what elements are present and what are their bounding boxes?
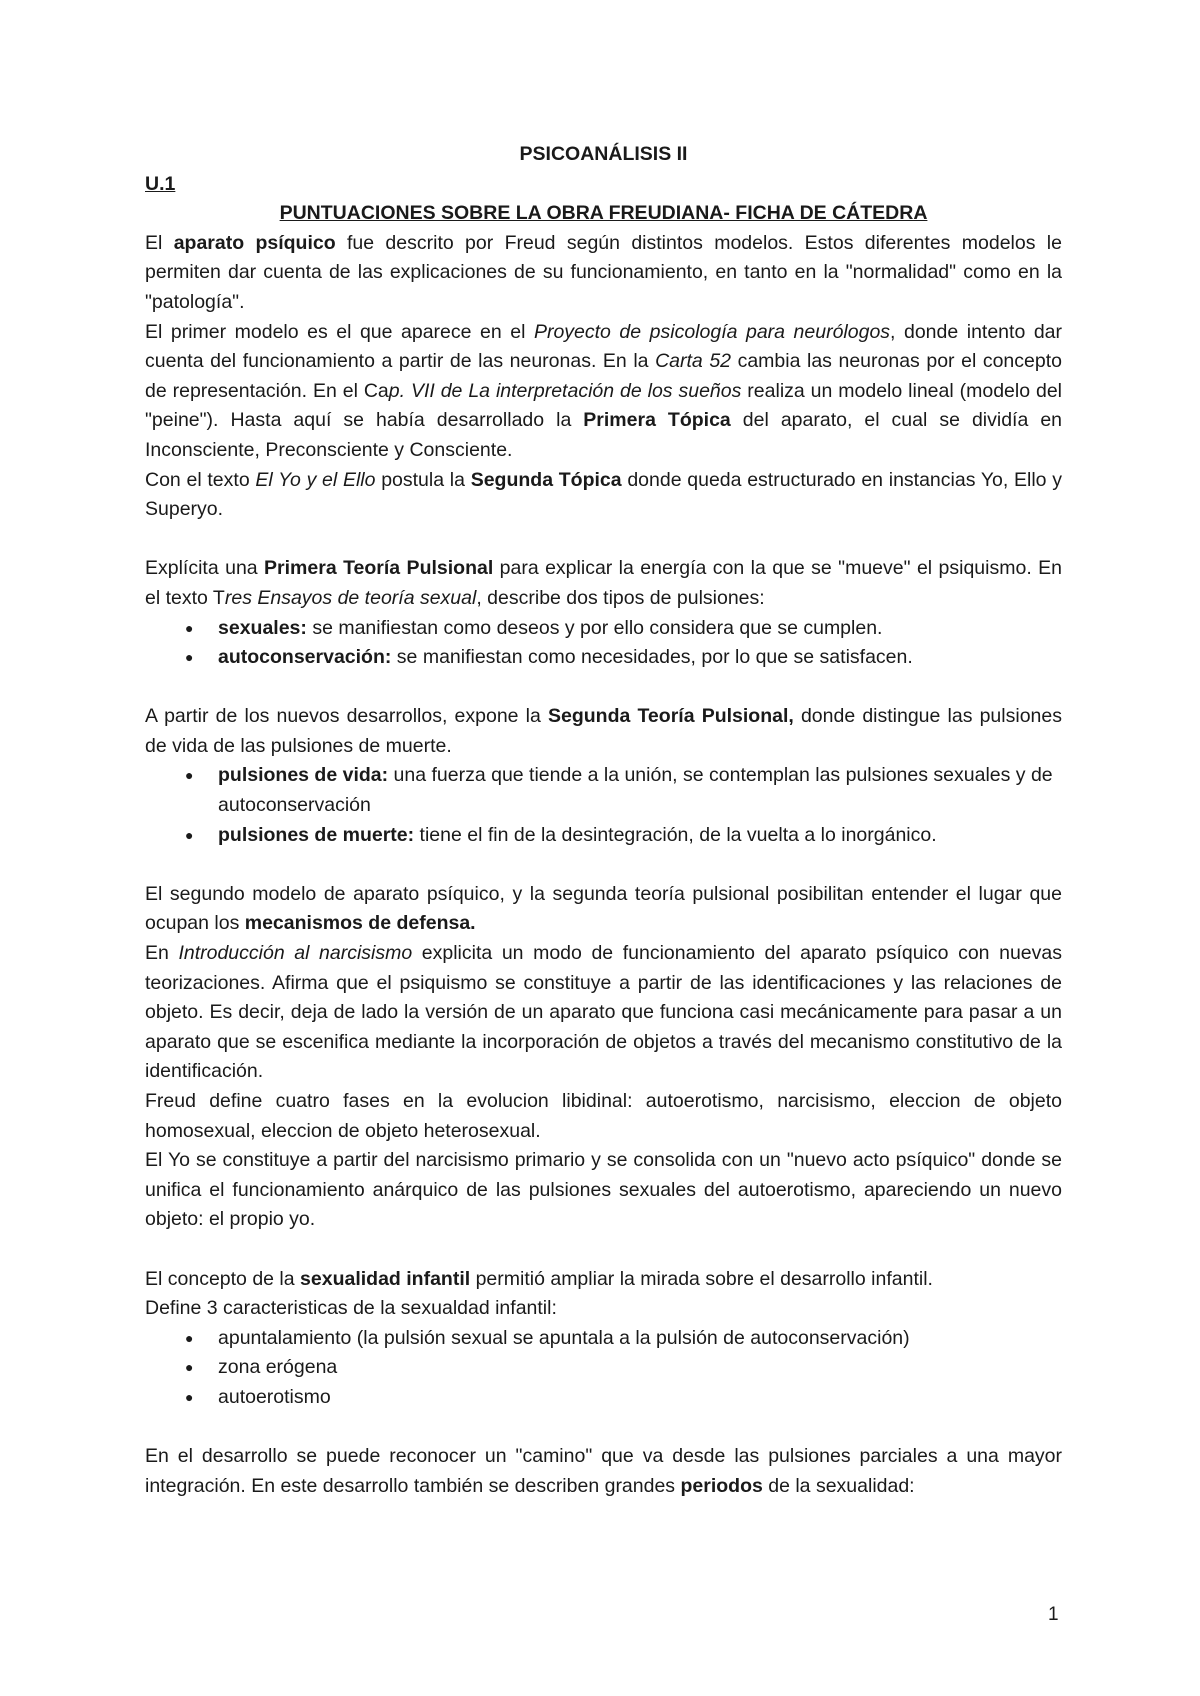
paragraph-gap [145,1235,1062,1265]
paragraph-gap [145,1413,1062,1443]
paragraph-sexualidad-infantil: El concepto de la sexualidad infantil permitió ampliar la mirada sobre el desarrollo infantil. [145,1267,933,1290]
paragraph-caracteristicas: Define 3 caracteristicas de la sexualdad infantil: [145,1297,557,1320]
paragraph-primer-modelo: El primer modelo es el que aparece en el Proyecto de psicología para neurólogos, donde intento dar cuenta del funcionamiento a partir de las neuronas. En la Carta 52 cambia las neuronas por el concepto de representación. En el Cap. VII de La interpretación de los sueños realiza un modelo lineal (modelo del "peine"). Hasta aquí se había desarrollado la Primera Tópica del aparato, el cual se dividía en Inconsciente, Preconsciente y Consciente. [145,320,1063,461]
paragraph-gap [145,525,1062,555]
paragraph-yo-narcisismo: El Yo se constituye a partir del narcisismo primario y se consolida con un "nuevo acto psíquico" donde se unifica el funcionamiento anárquico de las pulsiones sexuales del autoerotismo, apareciendo un nuevo objeto: el propio yo. [145,1149,1062,1231]
bullet-icon: ● [185,619,194,636]
list-pulsiones-segunda [145,761,1062,850]
unit-heading: U.1 [145,172,176,195]
document-page [145,140,1062,1501]
list-item: ● pulsiones de vida: una fuerza que tiende a la unión, se contemplan las pulsiones sexuales y de autoconservación [145,761,1062,820]
paragraph-segunda-topica: Con el texto El Yo y el Ello postula la Segunda Tópica donde queda estructurado en instancias Yo, Ello y Superyo. [145,468,1062,521]
paragraph-aparato-psiquico: El aparato psíquico fue descrito por Freud según distintos modelos. Estos diferentes modelos le permiten dar cuenta de las explicaciones de su funcionamiento, en tanto en la "normalidad" como en la "patología". [145,231,1062,313]
list-item: ● zona erógena [145,1353,1062,1383]
bullet-icon: ● [185,1329,194,1346]
list-item: ● pulsiones de muerte: tiene el fin de la desintegración, de la vuelta a lo inorgánico. [145,821,1062,851]
list-pulsiones-primera [145,614,1062,673]
paragraph-fases-libidinales: Freud define cuatro fases en la evolucion libidinal: autoerotismo, narcisismo, eleccion de objeto homosexual, eleccion de objeto heterosexual. [145,1090,1062,1142]
list-item: ● apuntalamiento (la pulsión sexual se apuntala a la pulsión de autoconservación) [145,1324,1062,1354]
page-number: 1 [1048,1604,1059,1625]
section-subtitle: PUNTUACIONES SOBRE LA OBRA FREUDIANA- FICHA DE CÁTEDRA [279,202,928,225]
bullet-icon: ● [185,826,194,843]
paragraph-mecanismos-defensa: El segundo modelo de aparato psíquico, y la segunda teoría pulsional posibilitan entender el lugar que ocupan los mecanismos de defensa. [145,882,1062,935]
list-caracteristicas [145,1324,1062,1413]
list-item: ● sexuales: se manifiestan como deseos y por ello considera que se cumplen. [145,614,1062,644]
paragraph-segunda-teoria: A partir de los nuevos desarrollos, expone la Segunda Teoría Pulsional, donde distingue las pulsiones de vida de las pulsiones de muerte. [145,705,1062,757]
bullet-icon: ● [185,767,194,784]
paragraph-gap [145,673,1062,703]
paragraph-periodos: En el desarrollo se puede reconocer un "camino" que va desde las pulsiones parciales a una mayor integración. En este desarrollo también se describen grandes periodos de la sexualidad: [145,1445,1062,1497]
bullet-icon: ● [185,1359,194,1376]
bullet-icon: ● [185,649,194,666]
paragraph-gap [145,850,1062,880]
bullet-icon: ● [185,1388,194,1405]
list-item: ● autoerotismo [145,1383,1062,1413]
paragraph-primera-teoria: Explícita una Primera Teoría Pulsional para explicar la energía con la que se "mueve" el psiquismo. En el texto Tres Ensayos de teoría sexual, describe dos tipos de pulsiones: [145,557,1062,609]
paragraph-narcisismo: En Introducción al narcisismo explicita un modo de funcionamiento del aparato psíquico con nuevas teorizaciones. Afirma que el psiquismo se constituye a partir de las identificaciones y las relaciones de objeto. Es decir, deja de lado la versión de un aparato que funciona casi mecánicamente para pasar a un aparato que se escenifica mediante la incorporación de objetos a través del mecanismo constitutivo de la identificación. [145,942,1062,1083]
document-title: PSICOANÁLISIS II [519,143,688,165]
list-item: ● autoconservación: se manifiestan como necesidades, por lo que se satisfacen. [145,643,1062,673]
